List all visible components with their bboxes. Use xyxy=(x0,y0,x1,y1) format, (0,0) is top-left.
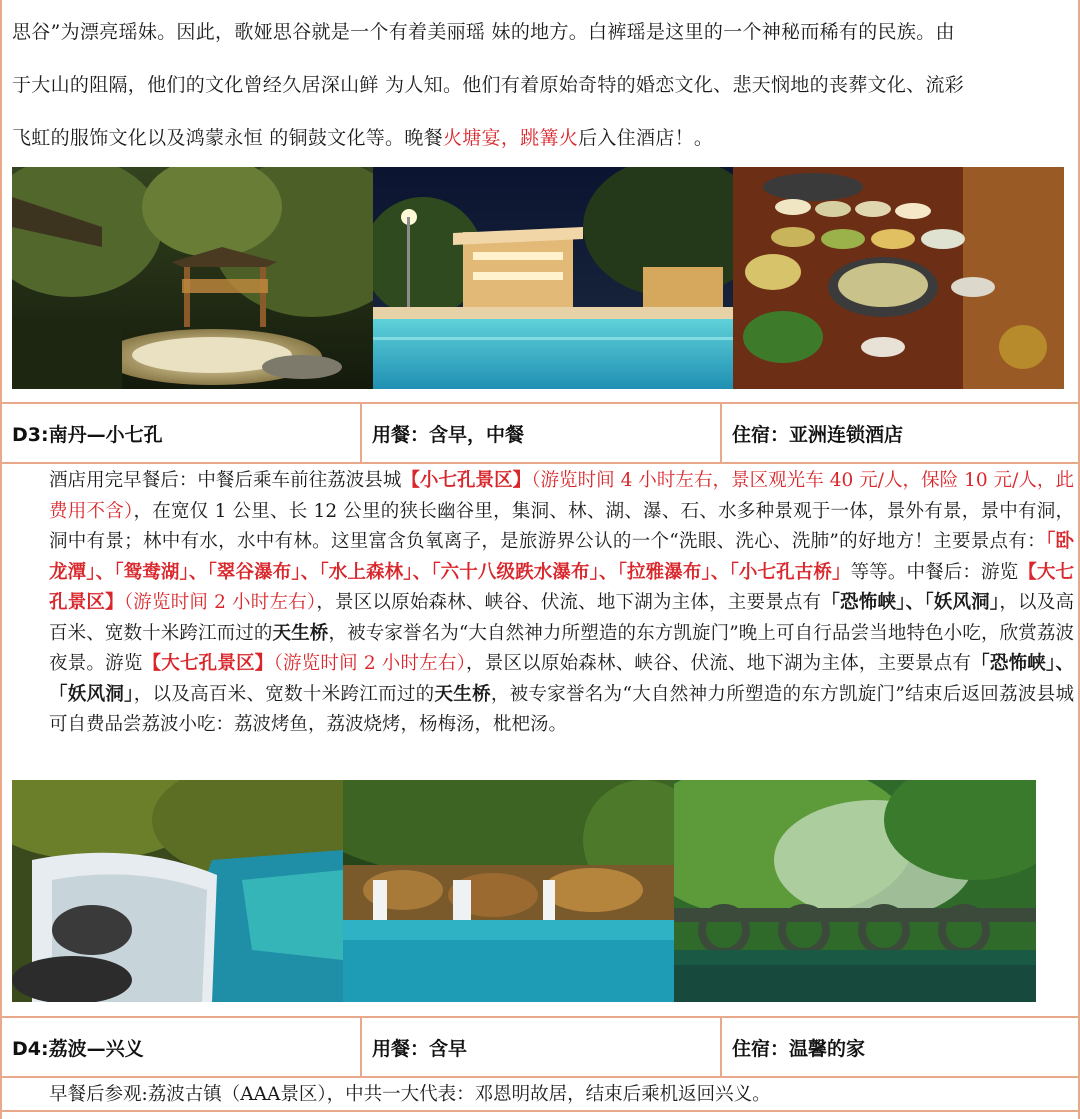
ancient-stone-bridge-photo xyxy=(674,780,1036,1002)
day4-route: D4:荔波—兴义 xyxy=(2,1018,362,1076)
day3-description xyxy=(12,466,1074,741)
day3-hotel: 住宿：亚洲连锁酒店 xyxy=(732,423,904,446)
d3-note-2: （游览时间 2 小时左右） xyxy=(123,592,317,613)
cascade-rocks-photo xyxy=(343,780,674,1002)
intro-text-end: 后入住酒店！。 xyxy=(578,127,714,149)
d3-text-7: ，景区以原始森林、峡谷、伏流、地下湖为主体，主要景点有 xyxy=(466,653,972,674)
intro-text: 飞虹的服饰文化以及鸿蒙永恒 的铜鼓文化等。晚餐 xyxy=(12,127,443,149)
d3-scenic-spot: 【小七孔景区】 xyxy=(401,470,532,491)
d3-text-3: 等等。中餐后：游览 xyxy=(850,561,1019,583)
day3-meal: 用餐：含早，中餐 xyxy=(362,404,722,462)
day3-route: D3:南丹—小七孔 xyxy=(2,404,362,462)
day4-meal: 用餐：含早 xyxy=(362,1018,722,1076)
d3-text-8: ，以及高百米、宽数十米跨江而过的 xyxy=(133,683,435,705)
d3-highlight-3: 「恐怖峡」、「妖风洞」 xyxy=(49,653,1074,705)
d3-scenic-spot-3: 【大七孔景区】 xyxy=(142,653,274,674)
d3-highlight-2: 天生桥 xyxy=(272,622,329,644)
photo-row-2 xyxy=(12,780,1036,1002)
d3-text-5: ，以及高百米、宽数十米跨江而过的 xyxy=(49,592,1074,644)
day4-header-bar xyxy=(2,1016,1080,1078)
d3-text-9: ，被专家誉名为“大自然神力所塑造的东方凯旋门”结束后返回荔波县城可自费品尝荔波小吃：荔波烤鱼，荔波烧烤，杨梅汤，枇杷汤。 xyxy=(49,683,1074,735)
d3-text-1: 酒店用完早餐后：中餐后乘车前往荔波县城 xyxy=(49,470,402,491)
d3-scenic-spot-2: 【大七孔景区】 xyxy=(49,561,1074,613)
resort-pool-night-photo xyxy=(373,167,733,389)
hotpot-feast-photo xyxy=(733,167,1064,389)
intro-paragraph xyxy=(12,6,1074,165)
waterfall-blue-lake-photo xyxy=(12,780,343,1002)
d3-note-3: （游览时间 2 小时左右） xyxy=(273,653,467,674)
intro-line-3 xyxy=(12,112,1074,165)
hot-spring-pavilion-photo xyxy=(12,167,373,389)
intro-line-2: 于大山的阻隔，他们的文化曾经久居深山鲜 为人知。他们有着原始奇特的婚恋文化、悲天悯地的丧葬文化、流彩 xyxy=(12,74,965,96)
day4-description: 早餐后参观:荔波古镇（AAA景区），中共一大代表：邓恩明故居，结束后乘机返回兴义。 xyxy=(49,1084,771,1105)
d3-text-4: ，景区以原始森林、峡谷、伏流、地下湖为主体，主要景点有 xyxy=(316,592,822,613)
d3-highlight-4: 天生桥 xyxy=(434,683,491,705)
day3-header-bar xyxy=(2,402,1080,464)
intro-line-1: 思谷”为漂亮瑶妹。因此，歌娅思谷就是一个有着美丽瑶 妹的地方。白裤瑶是这里的一个神秘而稀有的民族。由 xyxy=(12,21,955,43)
bottom-border xyxy=(2,1110,1080,1112)
day4-hotel: 住宿：温馨的家 xyxy=(732,1037,866,1060)
intro-highlight: 火塘宴，跳篝火 xyxy=(442,127,579,149)
d3-text-2: ，在宽仅 1 公里、长 12 公里的狭长幽谷里，集洞、林、湖、瀑、石、水多种景观于一体，景外有景，景中有洞，洞中有景；林中有水，水中有林。这里富含负氧离子，是旅游界公认的一个“洗眼、洗心、洗肺”的好地方！主要景点有： xyxy=(49,500,1074,552)
d3-text-6: ，被专家誉名为“大自然神力所塑造的东方凯旋门”晚上可自行品尝当地特色小吃，欣赏荔波夜景。游览 xyxy=(49,622,1074,674)
d3-highlight-1: 「恐怖峡」、「妖风洞」 xyxy=(821,592,1000,613)
d3-note: （游览时间 4 小时左右，景区观光车 40 元/人，保险 10 元/人，此费用不含） xyxy=(49,470,1074,522)
d3-attractions: 「卧龙潭」、「鸳鸯湖」、「翠谷瀑布」、「水上森林」、「六十八级跌水瀑布」、「拉雅瀑布」、「小七孔古桥」 xyxy=(49,531,1074,583)
photo-row-1 xyxy=(12,167,1064,389)
